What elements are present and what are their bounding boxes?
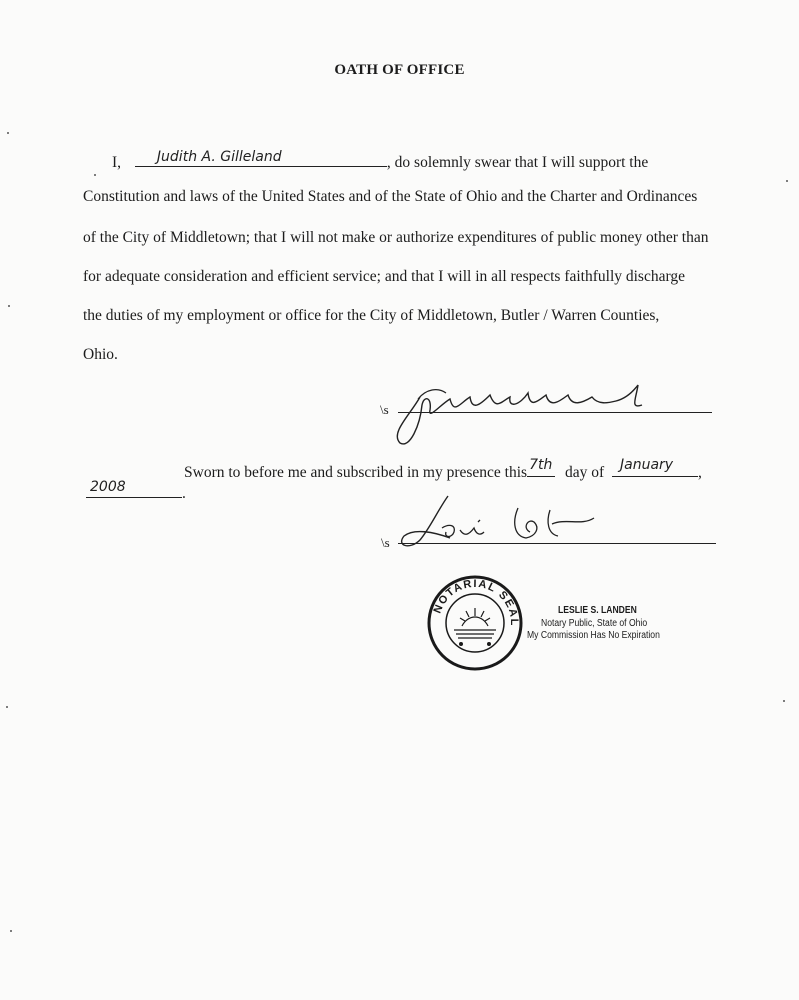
- oath-after-name: , do solemnly swear that I will support the: [386, 154, 649, 171]
- handwritten-month: January: [620, 457, 674, 473]
- oath-line-3: of the City of Middletown; that I will not make or authorize expenditures of public money other than: [83, 229, 709, 246]
- handwritten-year: 2008: [90, 479, 126, 495]
- day-of-text: day of: [564, 464, 605, 481]
- name-blank: [135, 150, 387, 167]
- document-title: OATH OF OFFICE: [334, 62, 465, 78]
- sworn-text: Sworn to before me and subscribed in my presence this: [184, 464, 528, 481]
- oath-line-4: for adequate consideration and efficient service; and that I will in all respects faithfully discharge: [83, 268, 685, 285]
- signature-1-prefix: \s: [380, 402, 389, 417]
- year-blank: [86, 481, 182, 498]
- notarial-seal-stamp: [426, 574, 524, 672]
- scan-speck: [786, 180, 788, 182]
- oath-intro: I,: [112, 154, 122, 171]
- handwritten-day: 7th: [529, 457, 553, 473]
- signature-1-handwriting: [380, 375, 670, 455]
- year-period: .: [182, 485, 186, 502]
- day-blank: [527, 457, 555, 477]
- oath-line-5: the duties of my employment or office for the City of Middletown, Butler / Warren Counties,: [83, 307, 660, 324]
- scan-speck: [10, 930, 12, 932]
- notary-name: LESLIE S. LANDEN: [558, 605, 637, 616]
- svg-text:NOTARIAL SEAL: [431, 578, 520, 627]
- scan-speck: [8, 305, 10, 307]
- notary-commission: My Commission Has No Expiration: [527, 630, 660, 641]
- signature-2-handwriting: [390, 488, 610, 558]
- notary-title: Notary Public, State of Ohio: [541, 618, 648, 629]
- scan-speck: [94, 174, 96, 176]
- sworn-comma: ,: [698, 464, 702, 481]
- year-line: [86, 481, 186, 503]
- scan-speck: [783, 700, 785, 702]
- sworn-line: [184, 457, 702, 482]
- oath-line-6: Ohio.: [83, 346, 118, 363]
- oath-line-2: Constitution and laws of the United States and of the State of Ohio and the Charter and Ordinances: [83, 188, 698, 205]
- signature-2-prefix: \s: [381, 535, 390, 550]
- scan-speck: [7, 132, 9, 134]
- month-blank: [612, 457, 698, 477]
- handwritten-name: Judith A. Gilleland: [156, 149, 282, 165]
- seal-ring-text: NOTARIAL SEAL: [431, 577, 521, 627]
- scan-speck: [6, 706, 8, 708]
- oath-line-1: [112, 150, 648, 172]
